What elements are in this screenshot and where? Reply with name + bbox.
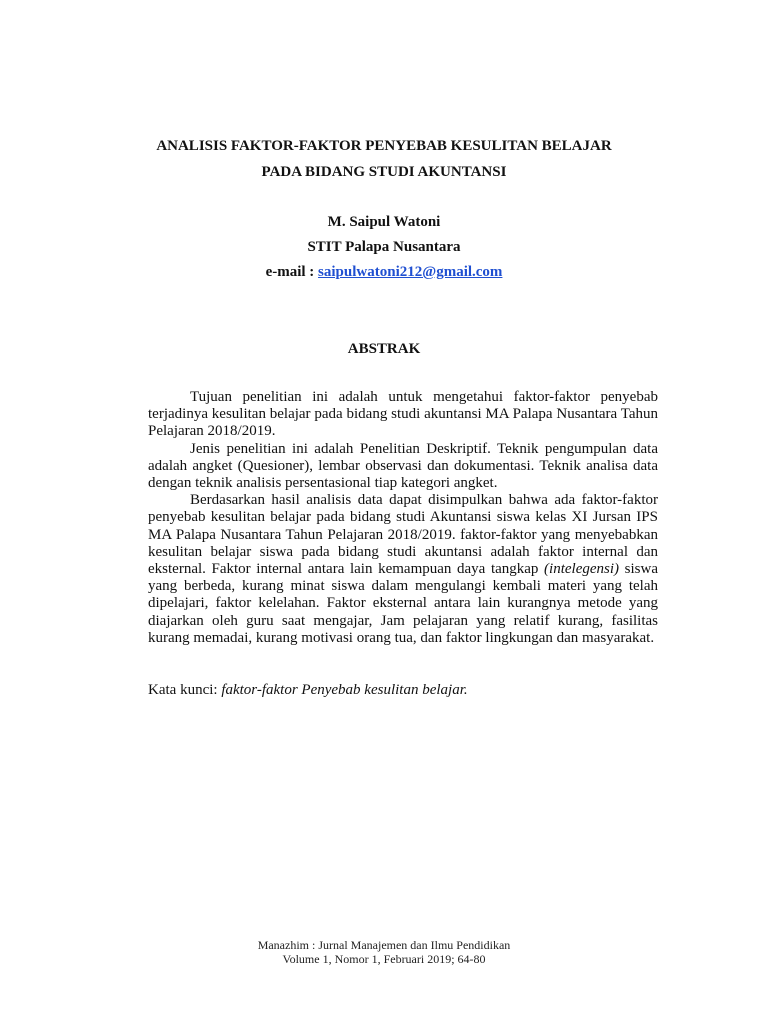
abstract-heading: ABSTRAK [347,341,421,357]
keywords-label: Kata kunci: [148,682,222,698]
email-link[interactable]: saipulwatoni212@gmail.com [318,264,503,280]
abstract-p3-text-b: siswa yang berbeda, kurang minat siswa dalam mengulangi kembali materi yang telah dipelajari, faktor kelelahan. Faktor eksternal antara lain kurangnya metode yang diajarkan oleh guru saat mengajar, Jam pelajaran yang relatif kurang, fasilitas kurang memadai, kurang motivasi orang tua, dan faktor lingkungan dan masyarakat. [148,561,658,646]
paper-title-line-2: PADA BIDANG STUDI AKUNTANSI [261,164,507,180]
keywords-value: faktor-faktor Penyebab kesulitan belajar. [221,682,468,698]
author-affiliation: STIT Palapa Nusantara [307,239,461,255]
abstract-p3-text-a: Berdasarkan hasil analisis data dapat disimpulkan bahwa ada faktor-faktor penyebab kesulitan belajar pada bidang studi Akuntansi siswa kelas XI Jursan IPS MA Palapa Nusantara Tahun Pelajaran 2018/2019. faktor-faktor yang menyebabkan kesulitan belajar siswa pada bidang studi akuntansi adalah faktor internal dan eksternal. Faktor internal antara lain kemampuan daya tangkap [148,492,658,578]
email-label: e-mail : [265,264,319,280]
abstract-body [148,389,658,647]
abstract-p3-italic: (intelegensi) [544,561,620,578]
abstract-paragraph-3 [148,492,658,647]
keywords-line [148,682,468,699]
paper-title-line-1: ANALISIS FAKTOR-FAKTOR PENYEBAB KESULITAN BELAJAR [156,138,612,154]
abstract-paragraph-1: Tujuan penelitian ini adalah untuk mengetahui faktor-faktor penyebab terjadinya kesulitan belajar pada bidang studi akuntansi MA Palapa Nusantara Tahun Pelajaran 2018/2019. [148,389,658,440]
author-email-line [0,263,768,281]
journal-footer-line-1: Manazhim : Jurnal Manajemen dan Ilmu Pendidikan [257,938,511,952]
journal-footer-line-2: Volume 1, Nomor 1, Februari 2019; 64-80 [282,952,486,966]
author-name: M. Saipul Watoni [327,214,441,230]
abstract-paragraph-2: Jenis penelitian ini adalah Penelitian Deskriptif. Teknik pengumpulan data adalah angket (Quesioner), lembar observasi dan dokumentasi. Teknik analisa data dengan teknik analisis persentasional tiap kategori angket. [148,440,658,492]
